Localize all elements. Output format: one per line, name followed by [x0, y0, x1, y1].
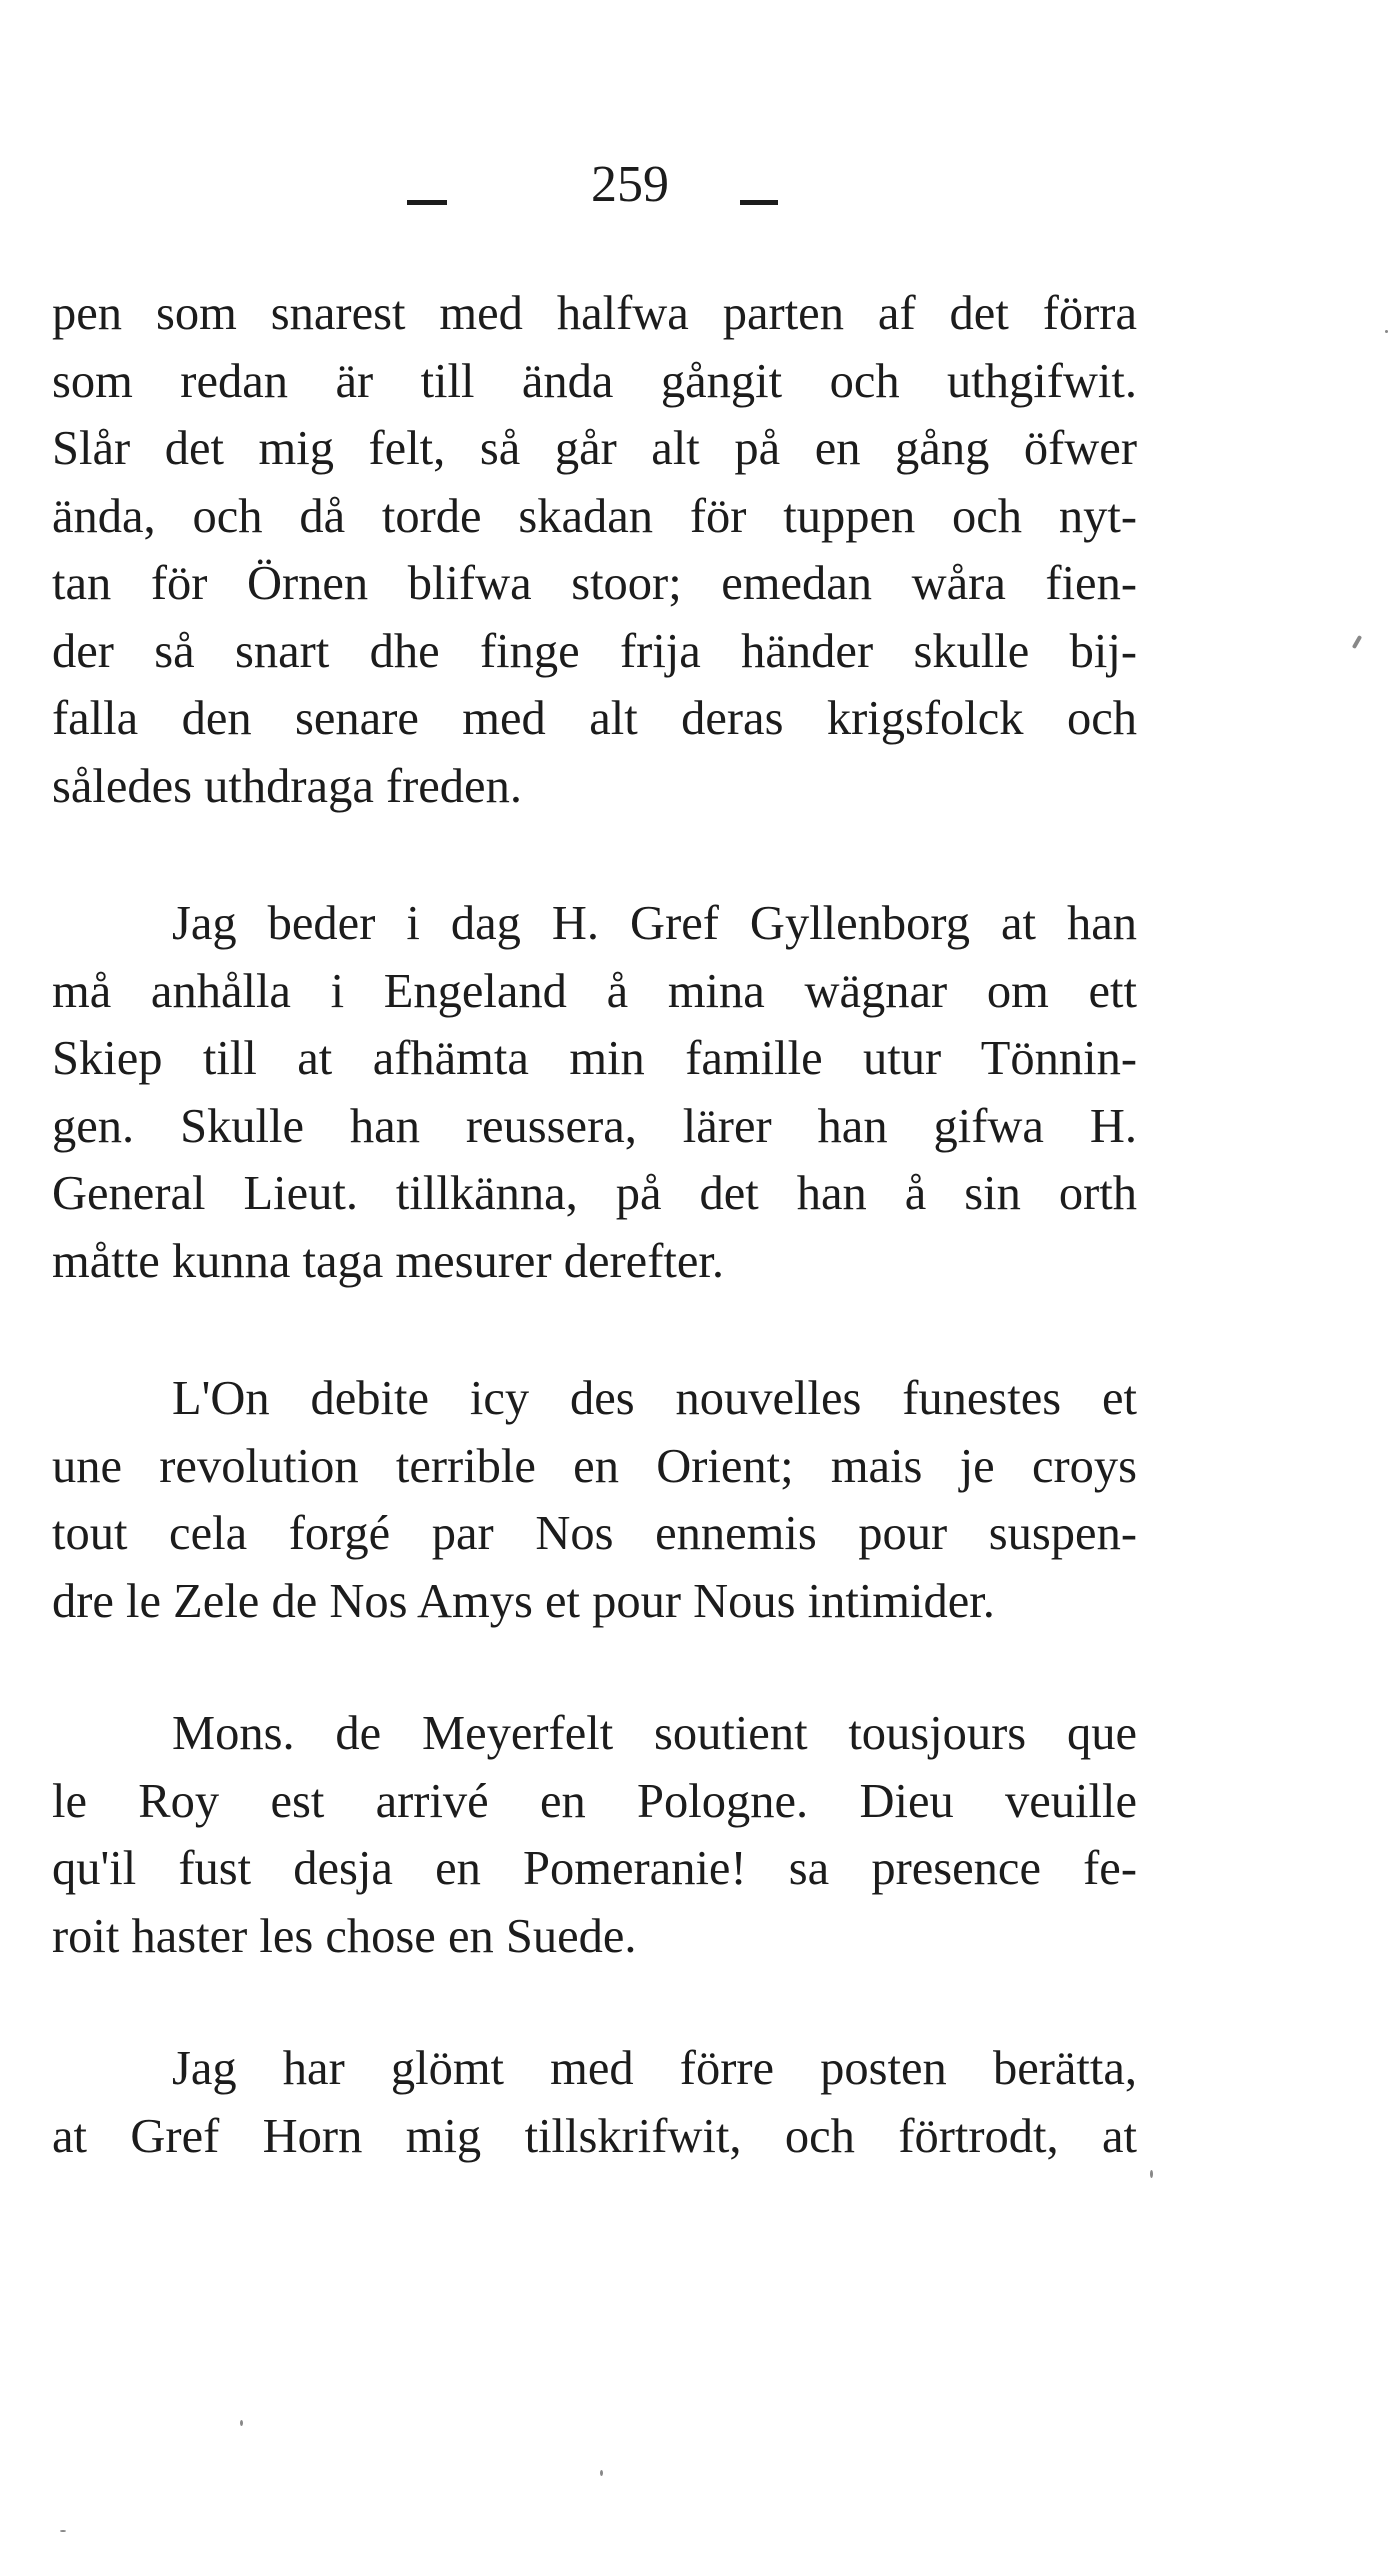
scan-speck [1385, 330, 1388, 333]
text-line: der så snart dhe finge frija händer skulle bij- [52, 624, 1137, 678]
text-line: således uthdraga freden. [52, 759, 522, 813]
text-line: Skiep till at afhämta min famille utur Tönnin- [52, 1032, 1137, 1085]
text-line: pen som snarest med halfwa parten af det förra [52, 287, 1137, 340]
scan-speck [240, 2420, 243, 2426]
text-line: L'On debite icy des nouvelles funestes et [172, 1372, 1137, 1425]
paragraph-5 [52, 2035, 1137, 2170]
text-line: må anhålla i Engeland å mina wägnar om ett [52, 964, 1137, 1018]
paragraph-3 [52, 1365, 1137, 1635]
scan-speck [60, 2530, 66, 2532]
text-line: Jag beder i dag H. Gref Gyllenborg at han [172, 897, 1137, 950]
header-dash-right [740, 200, 778, 205]
paragraph-2 [52, 890, 1137, 1295]
page-number: 259 [591, 156, 669, 213]
scan-speck [1150, 2170, 1153, 2178]
text-line: tout cela forgé par Nos ennemis pour suspen- [52, 1507, 1137, 1560]
text-line: måtte kunna taga mesurer derefter. [52, 1234, 724, 1288]
text-line: Jag har glömt med förre posten berätta, [172, 2042, 1137, 2095]
paragraph-1 [52, 280, 1137, 820]
text-line: qu'il fust desja en Pomeranie! sa presence fe- [52, 1842, 1137, 1895]
text-line: le Roy est arrivé en Pologne. Dieu veuille [52, 1774, 1137, 1828]
paragraph-4 [52, 1700, 1137, 1970]
text-line: at Gref Horn mig tillskrifwit, och förtrodt, at [52, 2109, 1137, 2163]
text-line: Slår det mig felt, så går alt på en gång öfwer [52, 422, 1137, 475]
scan-speck [600, 2470, 603, 2476]
page-header [0, 150, 1400, 220]
text-line: General Lieut. tillkänna, på det han å sin orth [52, 1167, 1137, 1220]
text-line: ända, och då torde skadan för tuppen och nyt- [52, 489, 1137, 543]
text-line: roit haster les chose en Suede. [52, 1909, 637, 1963]
text-line: gen. Skulle han reussera, lärer han gifwa H. [52, 1099, 1137, 1153]
scan-speck [1352, 635, 1362, 649]
text-line: som redan är till ända gångit och uthgifwit. [52, 354, 1137, 408]
text-line: falla den senare med alt deras krigsfolck och [52, 692, 1137, 745]
text-line: dre le Zele de Nos Amys et pour Nous intimider. [52, 1574, 995, 1628]
header-dash-left [407, 200, 447, 205]
text-line: une revolution terrible en Orient; mais je croys [52, 1439, 1137, 1493]
text-line: Mons. de Meyerfelt soutient tousjours que [172, 1707, 1137, 1760]
text-line: tan för Örnen blifwa stoor; emedan wåra fien- [52, 557, 1137, 610]
